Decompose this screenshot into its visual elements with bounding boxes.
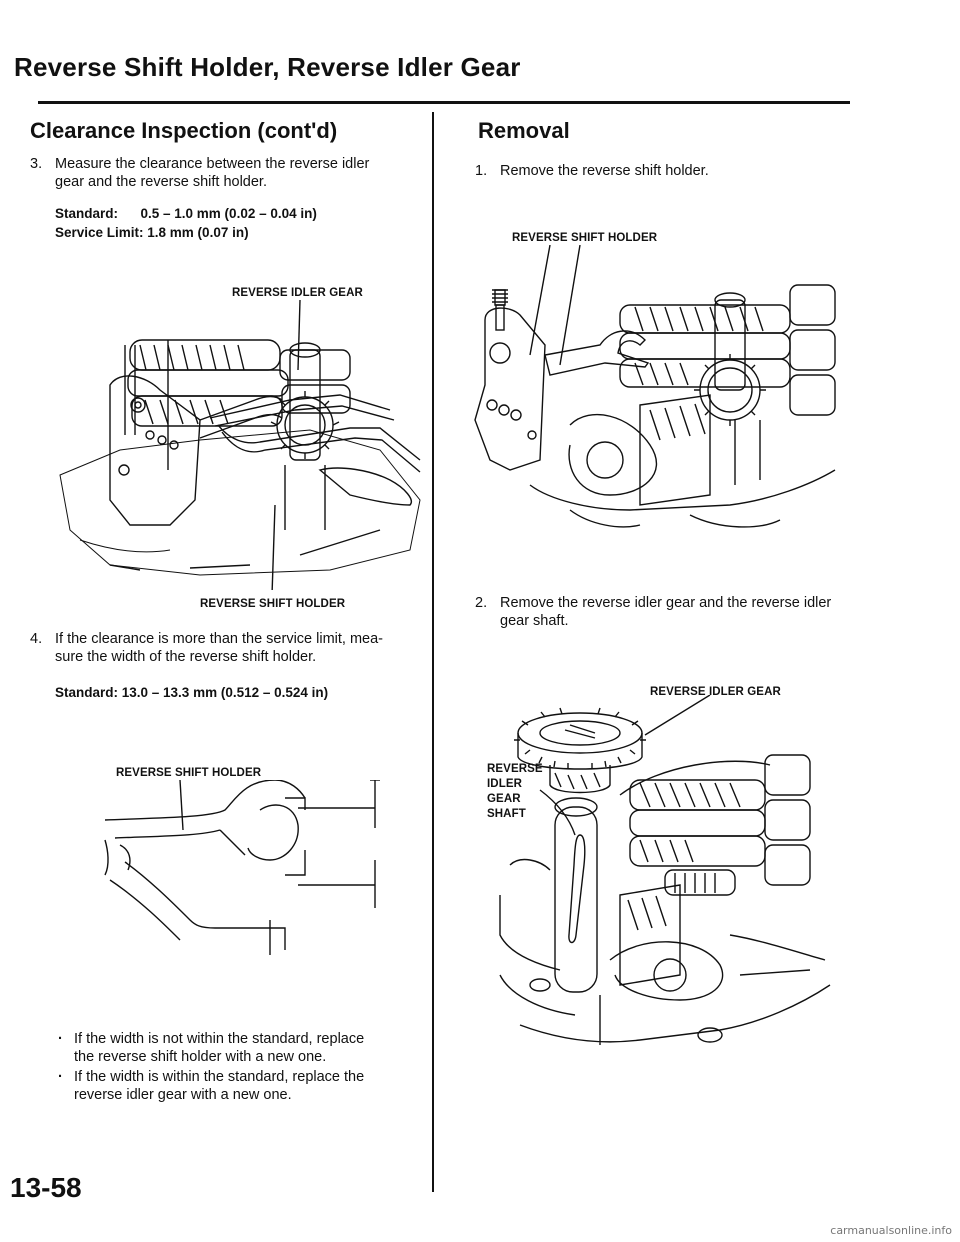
bullet-dot: · bbox=[58, 1069, 63, 1085]
spec-standard-width: Standard: 13.0 – 13.3 mm (0.512 – 0.524 in) bbox=[55, 685, 329, 700]
fig4-label-line-3: GEAR bbox=[487, 793, 521, 805]
fig4-label-line-1: REVERSE bbox=[487, 763, 543, 775]
fig1-label-reverse-shift-holder: REVERSE SHIFT HOLDER bbox=[200, 598, 346, 610]
step-4-line-1: If the clearance is more than the service limit, mea- bbox=[55, 631, 383, 647]
section-heading-clearance: Clearance Inspection (cont'd) bbox=[30, 118, 338, 143]
bullet-dot: · bbox=[58, 1031, 63, 1047]
bullet-1-line-1: If the width is not within the standard, replace bbox=[74, 1031, 365, 1047]
bullet-2-line-2: reverse idler gear with a new one. bbox=[74, 1087, 292, 1103]
removal-step-2-number: 2. bbox=[475, 595, 488, 611]
spec-standard-clearance: Standard: 0.5 – 1.0 mm (0.02 – 0.04 in) bbox=[55, 206, 317, 221]
step-4 bbox=[30, 630, 430, 670]
fig3-shift-holder-removal-illustration bbox=[470, 245, 840, 535]
fig1-clearance-measurement-illustration bbox=[50, 300, 430, 590]
fig4-idler-gear-removal-illustration bbox=[480, 695, 840, 1065]
bullet-1-line-2: the reverse shift holder with a new one. bbox=[74, 1049, 327, 1065]
fig2-label-reverse-shift-holder: REVERSE SHIFT HOLDER bbox=[116, 767, 262, 779]
bullet-replace-gear bbox=[58, 1068, 428, 1108]
removal-step-1-number: 1. bbox=[475, 163, 488, 179]
section-heading-removal: Removal bbox=[478, 118, 570, 143]
fig4-label-line-2: IDLER bbox=[487, 778, 522, 790]
fig2-shift-holder-illustration bbox=[80, 780, 410, 960]
step-3-number: 3. bbox=[30, 156, 43, 172]
column-divider bbox=[432, 112, 434, 1192]
title-divider bbox=[38, 101, 850, 104]
bullet-2-line-1: If the width is within the standard, replace the bbox=[74, 1069, 365, 1085]
removal-step-1-text: Remove the reverse shift holder. bbox=[500, 163, 709, 179]
fig3-label-reverse-shift-holder: REVERSE SHIFT HOLDER bbox=[512, 232, 658, 244]
step-4-line-2: sure the width of the reverse shift holder. bbox=[55, 649, 317, 665]
page-number: 13-58 bbox=[10, 1172, 82, 1203]
page-title: Reverse Shift Holder, Reverse Idler Gear bbox=[14, 52, 521, 82]
removal-step-2-line-1: Remove the reverse idler gear and the reverse idler bbox=[500, 595, 832, 611]
removal-step-2 bbox=[475, 594, 855, 634]
step-3-line-2: gear and the reverse shift holder. bbox=[55, 174, 267, 190]
removal-step-2-line-2: gear shaft. bbox=[500, 613, 569, 629]
removal-step-1 bbox=[475, 162, 855, 182]
footer-watermark[interactable]: carmanualsonline.info bbox=[830, 1224, 952, 1237]
fig4-label-line-4: SHAFT bbox=[487, 808, 526, 820]
step-3-line-1: Measure the clearance between the reverse idler bbox=[55, 156, 370, 172]
spec-service-limit: Service Limit: 1.8 mm (0.07 in) bbox=[55, 225, 249, 240]
fig4-label-reverse-idler-gear: REVERSE IDLER GEAR bbox=[650, 686, 781, 698]
step-4-number: 4. bbox=[30, 631, 43, 647]
fig1-label-reverse-idler-gear: REVERSE IDLER GEAR bbox=[232, 287, 363, 299]
bullet-replace-holder bbox=[58, 1030, 428, 1070]
step-3 bbox=[30, 155, 430, 195]
